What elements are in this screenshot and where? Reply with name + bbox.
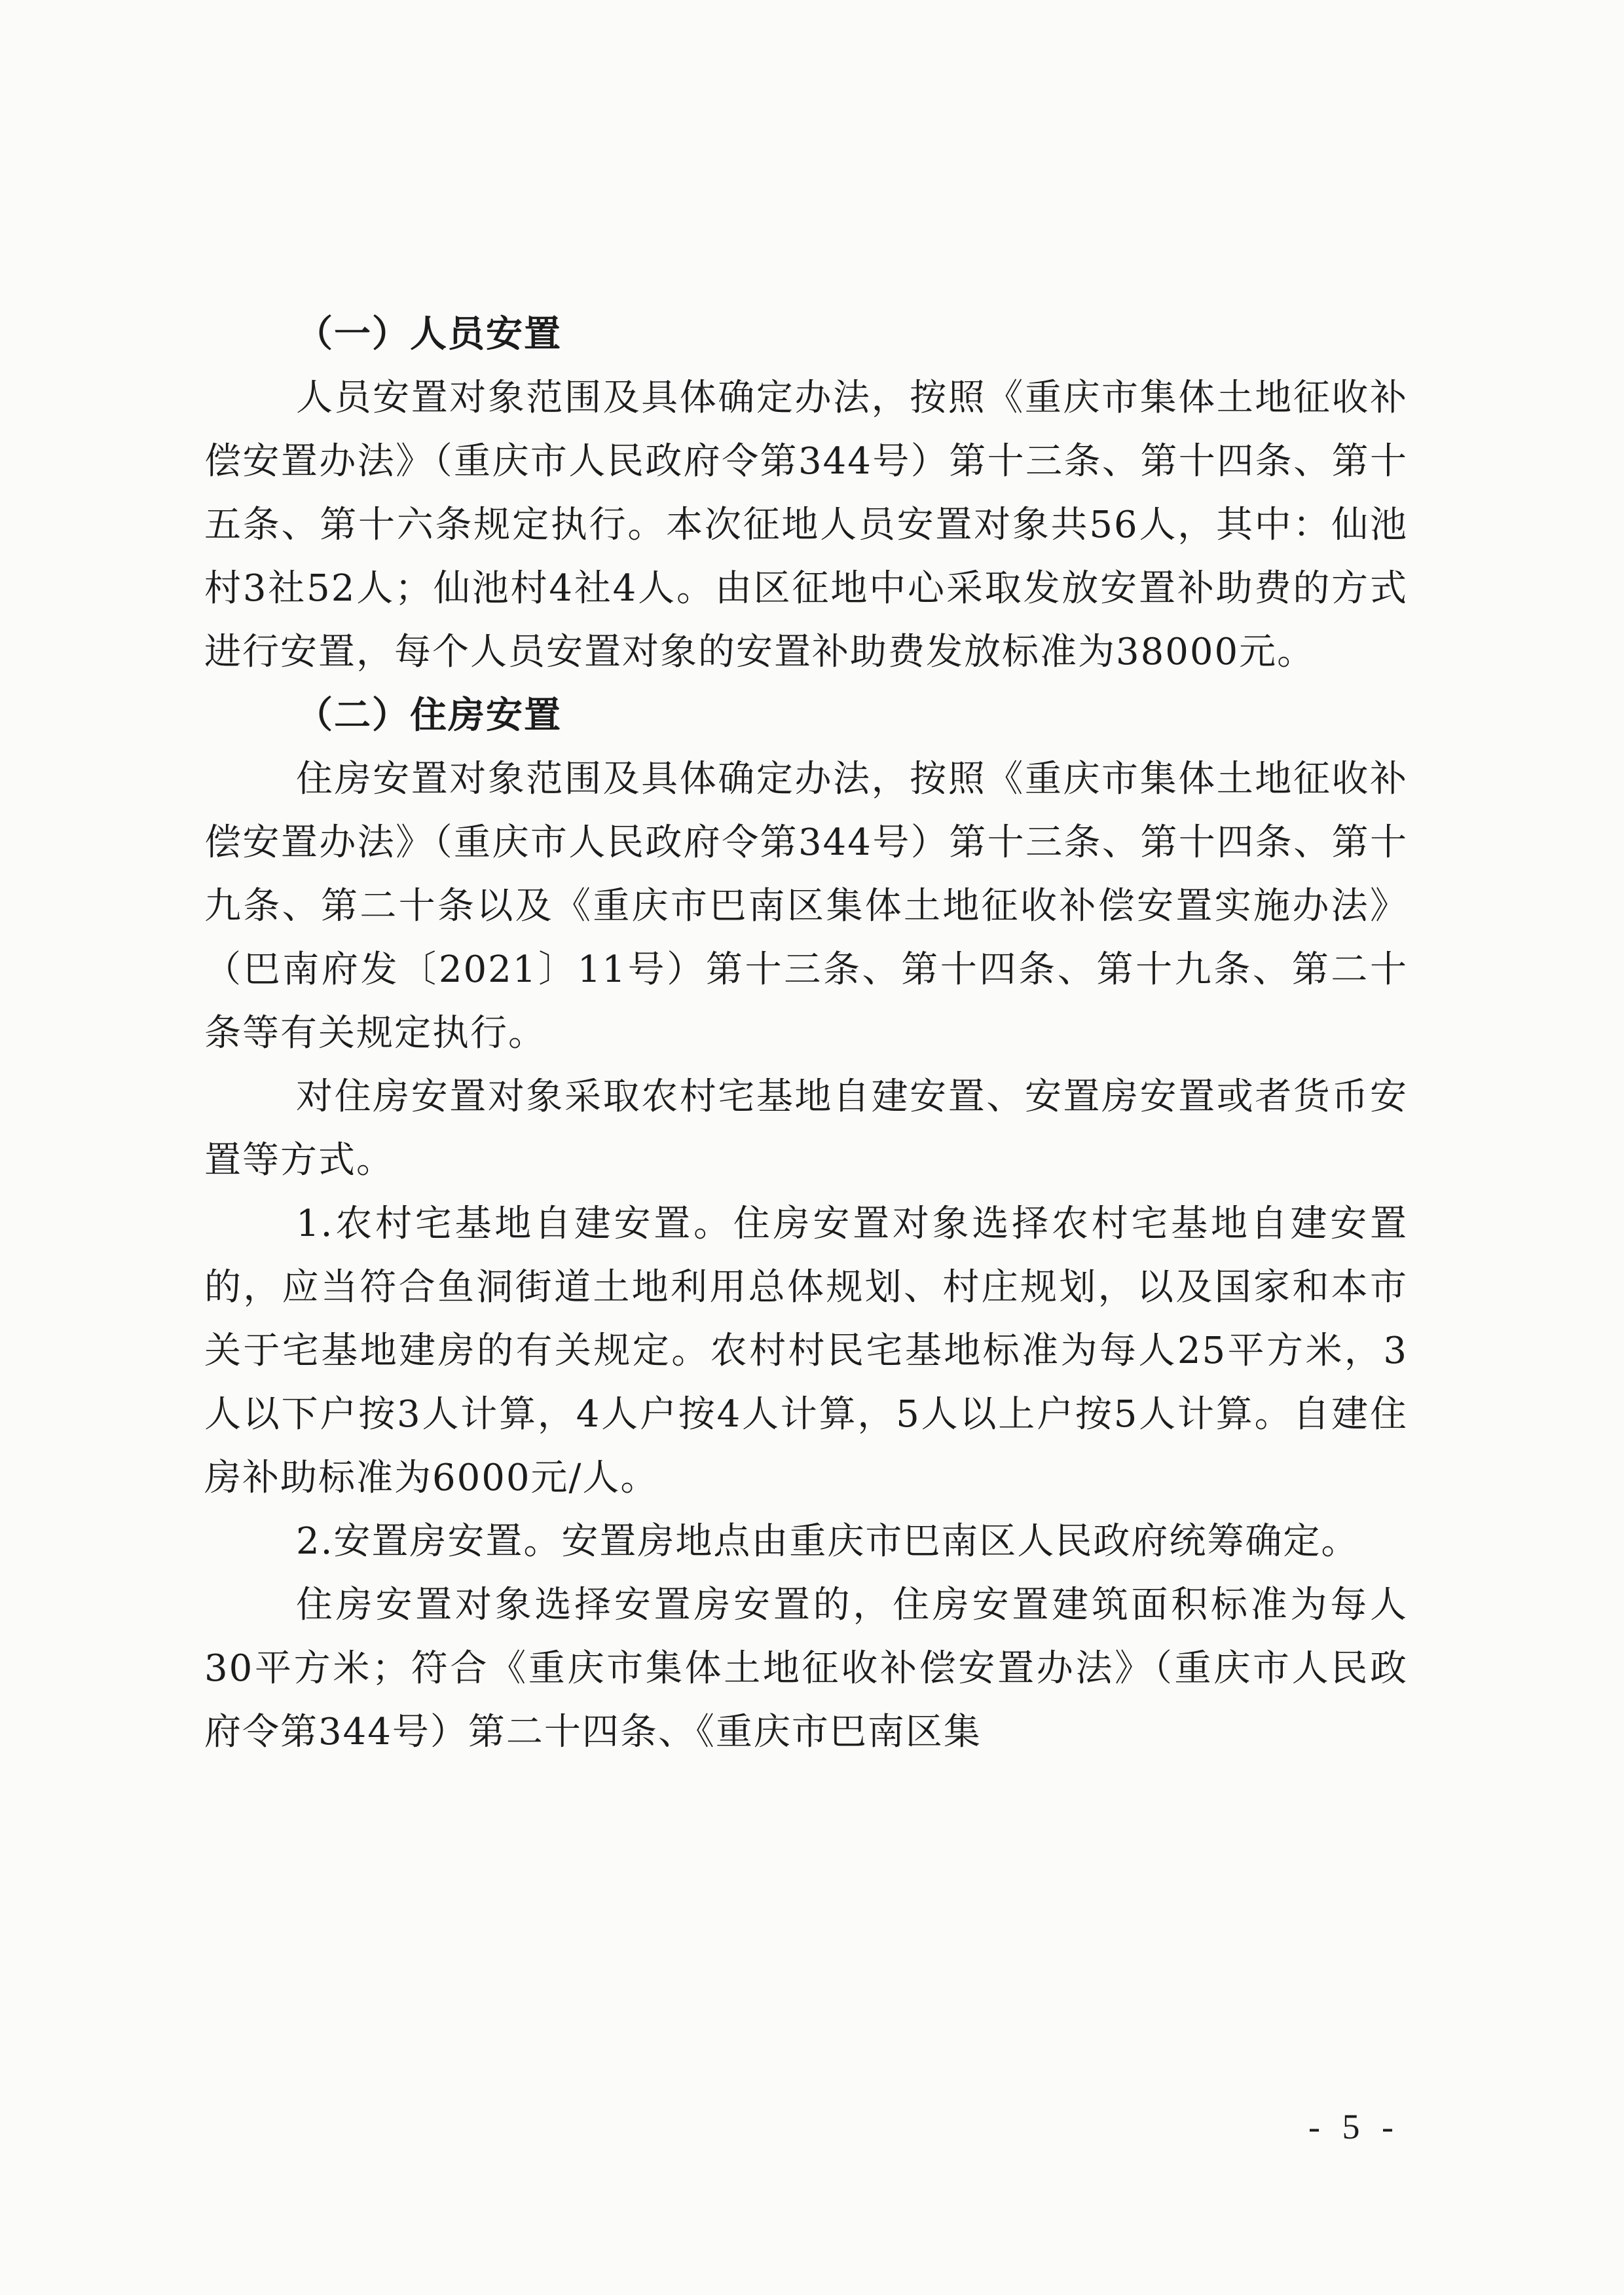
paragraph: 对住房安置对象采取农村宅基地自建安置、安置房安置或者货币安置等方式。 [204,1075,1408,1182]
document-body [204,303,1408,1764]
paragraph: 住房安置对象选择安置房安置的，住房安置建筑面积标准为每人30平方米；符合《重庆市集体土地征收补偿安置办法》（重庆市人民政府令第344号）第二十四条、《重庆市巴南区集 [204,1584,1408,1753]
paragraph: 1.农村宅基地自建安置。住房安置对象选择农村宅基地自建安置的，应当符合鱼洞街道土地利用总体规划、村庄规划，以及国家和本市关于宅基地建房的有关规定。农村村民宅基地标准为每人25平方米，3人以下户按3人计算，4人户按4人计算，5人以上户按5人计算。自建住房补助标准为6000元/人。 [204,1203,1408,1499]
section-body-housing-resettlement [204,747,1408,1764]
section-heading-housing-resettlement: （二）住房安置 [296,694,562,737]
paragraph: 2.安置房安置。安置房地点由重庆市巴南区人民政府统筹确定。 [296,1520,1359,1563]
section-body-personnel-resettlement [204,366,1408,684]
page-number: - 5 - [1308,2107,1400,2146]
section-heading-personnel-resettlement: （一）人员安置 [296,312,562,356]
paragraph: 住房安置对象范围及具体确定办法，按照《重庆市集体土地征收补偿安置办法》（重庆市人民政府令第344号）第十三条、第十四条、第十九条、第二十条以及《重庆市巴南区集体土地征收补偿安置实施办法》（巴南府发〔2021〕11号）第十三条、第十四条、第十九条、第二十条等有关规定执行。 [204,758,1408,1054]
paragraph: 人员安置对象范围及具体确定办法，按照《重庆市集体土地征收补偿安置办法》（重庆市人民政府令第344号）第十三条、第十四条、第十五条、第十六条规定执行。本次征地人员安置对象共56人，其中：仙池村3社52人；仙池村4社4人。由区征地中心采取发放安置补助费的方式进行安置，每个人员安置对象的安置补助费发放标准为38000元。 [204,377,1408,673]
